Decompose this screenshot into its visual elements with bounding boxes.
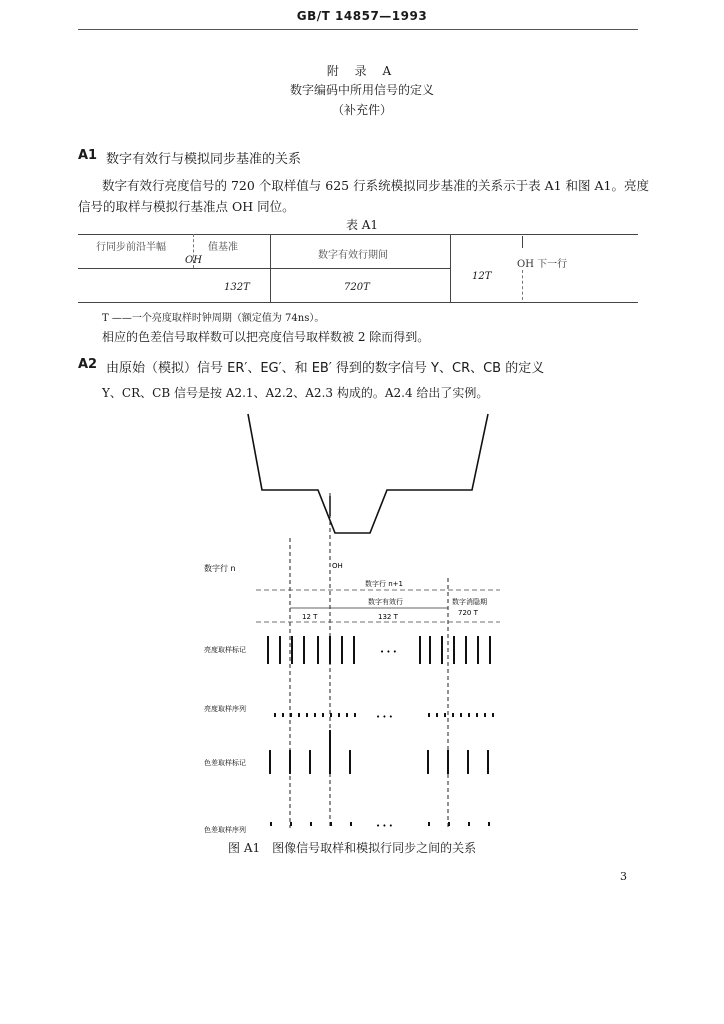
table-header-sync-half: 行同步前沿半幅 xyxy=(96,242,166,253)
section-a1-paragraph-line1: 数字有效行亮度信号的 720 个取样值与 625 行系统模拟同步基准的关系示于表 A1 和图 A1。亮度 xyxy=(102,178,649,193)
row-label-luma-sequence: 亮度取样序列 xyxy=(204,705,246,713)
label-12t: 12 T xyxy=(302,613,318,621)
figure-a1 xyxy=(190,408,520,838)
table-oh-label: OH xyxy=(185,255,202,266)
table-header-next-line: OH 下一行 xyxy=(517,259,568,270)
section-a2-paragraph: Y、CR、CB 信号是按 A2.1、A2.2、A2.3 构成的。A2.4 给出了实例。 xyxy=(102,386,489,400)
luma-marker-pulses xyxy=(268,636,490,664)
row-label-digital-line: 数字行 n xyxy=(204,564,236,573)
label-blanking-value: 720 T xyxy=(458,609,478,617)
running-header: GB/T 14857—1993 xyxy=(296,9,428,23)
row-label-chroma-sequence: 色差取样序列 xyxy=(204,826,246,834)
table-caption: 表 A1 xyxy=(345,218,379,232)
ellipsis-row1: • • • xyxy=(380,648,397,656)
section-a2-title: 由原始（模拟）信号 ER′、EG′、和 EB′ 得到的数字信号 Y、CR、CB 的定义 xyxy=(106,361,545,376)
label-digital-active: 数字有效行 xyxy=(368,598,403,606)
table-value-720t: 720T xyxy=(344,282,370,293)
appendix-subtitle: 数字编码中所用信号的定义 xyxy=(289,83,434,97)
table-value-12t: 12T xyxy=(472,271,492,282)
label-digital-blanking: 数字消隐期 xyxy=(452,598,487,606)
ellipsis-row4: • • • xyxy=(376,822,393,830)
page-number: 3 xyxy=(620,870,627,883)
section-a1-title: 数字有效行与模拟同步基准的关系 xyxy=(106,152,302,167)
table-note-chroma: 相应的色差信号取样数可以把亮度信号取样数被 2 除而得到。 xyxy=(102,330,430,344)
ellipsis-row2: • • • xyxy=(376,713,393,721)
appendix-note: （补充件） xyxy=(331,103,392,117)
label-132t: 132 T xyxy=(378,613,398,621)
label-digital-line-next: 数字行 n+1 xyxy=(365,580,403,588)
row-label-luma-markers: 亮度取样标记 xyxy=(204,646,246,654)
table-value-132t: 132T xyxy=(224,282,250,293)
appendix-title: 附 录 A xyxy=(326,64,398,78)
table-header-active-period: 数字有效行期间 xyxy=(318,250,388,261)
figure-caption: 图 A1 图像信号取样和模拟行同步之间的关系 xyxy=(228,841,477,855)
sync-waveform xyxy=(248,414,488,533)
table-header-reference: 值基准 xyxy=(208,242,238,253)
oh-marker: OH xyxy=(332,562,343,570)
header-rule xyxy=(78,29,638,30)
section-a2-number: A2 xyxy=(78,357,98,372)
section-a1-number: A1 xyxy=(78,148,98,163)
table-note-t-definition: T ——一个亮度取样时钟周期（额定值为 74ns）。 xyxy=(102,313,325,324)
section-a1-paragraph-line2: 信号的取样与模拟行基准点 OH 同位。 xyxy=(78,199,295,214)
row-label-chroma-markers: 色差取样标记 xyxy=(204,759,246,767)
chroma-marker-pulses xyxy=(270,730,488,774)
